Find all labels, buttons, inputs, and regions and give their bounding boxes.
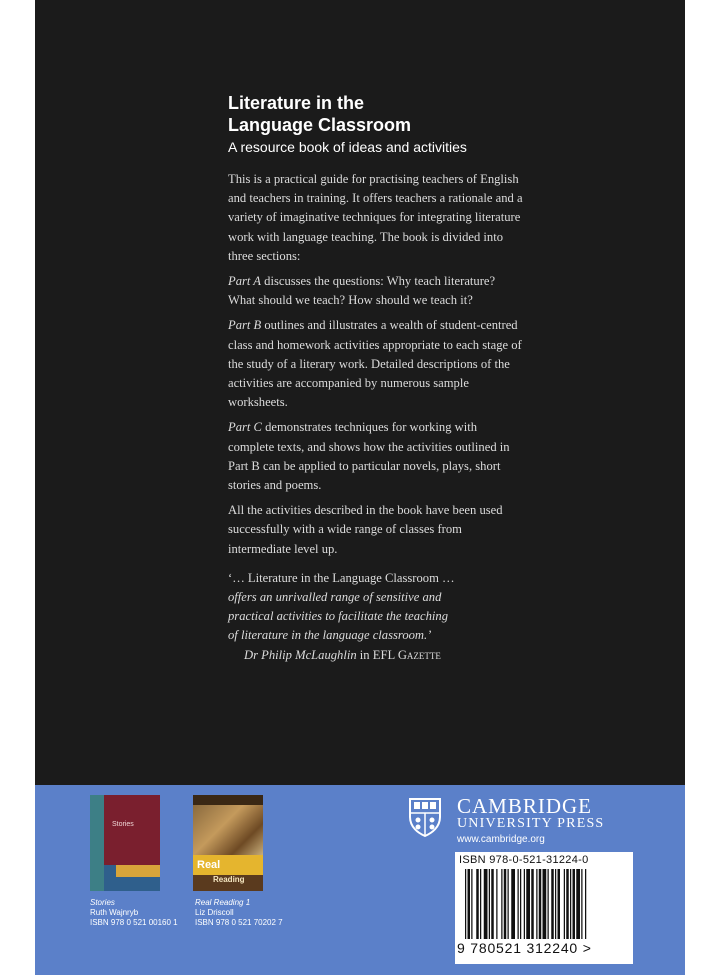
barcode-bar (496, 869, 497, 939)
related-title: Real Reading 1 (195, 898, 251, 907)
related-author: Ruth Wajnryb (90, 908, 139, 917)
part-a-paragraph (228, 272, 523, 310)
closing-paragraph: All the activities described in the book have been used successfully with a wide range of classes from intermediate level up. (228, 503, 503, 556)
barcode-bar (511, 869, 515, 939)
barcode-bar (480, 869, 481, 939)
barcode-bar (576, 869, 580, 939)
part-c-paragraph (228, 418, 523, 495)
related-book-cover-stories (90, 795, 160, 891)
related-cover-title: Stories (112, 821, 134, 828)
quote-author: Dr Philip McLaughlin (244, 647, 357, 662)
barcode-bar (468, 869, 471, 939)
related-isbn: ISBN 978 0 521 00160 1 (90, 918, 178, 927)
barcode-bar (508, 869, 509, 939)
quote-line-3: practical activities to facilitate the teaching (228, 609, 448, 624)
quote-line-2: offers an unrivalled range of sensitive and (228, 590, 442, 605)
barcode-bar (476, 869, 479, 939)
related-book-caption-2 (195, 898, 283, 928)
barcode-bar (531, 869, 534, 939)
barcode-digits: 9 780521 312240 > (457, 940, 592, 956)
publisher-press: UNIVERSITY PRESS (457, 816, 605, 831)
barcode-bar (526, 869, 530, 939)
related-title: Stories (90, 898, 115, 907)
cover-photo (193, 805, 263, 861)
title-line-2: Language Classroom (228, 115, 412, 135)
real-logo: Real (193, 855, 263, 875)
barcode-bar (548, 869, 549, 939)
publisher-website: www.cambridge.org (457, 834, 545, 845)
publisher-name: CAMBRIDGE (457, 794, 593, 818)
barcode-bar (551, 869, 554, 939)
book-back-cover (35, 0, 685, 975)
barcode-bar (558, 869, 561, 939)
publisher-band (35, 785, 685, 975)
part-c-text: demonstrates techniques for working with complete texts, and shows how the activities outlined in Part B can be applied to particular novels, plays, short stories and poems. (228, 420, 510, 493)
related-isbn: ISBN 978 0 521 70202 7 (195, 918, 283, 927)
barcode-bar (491, 869, 494, 939)
quote-line-4: of literature in the language classroom.’ (228, 628, 432, 643)
barcode-bar (471, 869, 472, 939)
barcode-bars (465, 869, 627, 939)
barcode-bar (581, 869, 582, 939)
barcode-bar (501, 869, 502, 939)
barcode-bar (539, 869, 542, 939)
part-b-paragraph (228, 316, 523, 412)
cambridge-shield-icon (408, 797, 442, 837)
barcode-bar (524, 869, 525, 939)
blurb-body (228, 170, 523, 559)
part-b-text: outlines and illustrates a wealth of student-centred class and homework activities appropriate to each stage of the study of a literary work. Detailed descriptions of the activities are accompanied by numerous sample worksheets. (228, 318, 522, 410)
related-author: Liz Driscoll (195, 908, 234, 917)
barcode-bar (489, 869, 490, 939)
barcode-bar (564, 869, 565, 939)
related-book-caption-1 (90, 898, 178, 928)
barcode-bar (573, 869, 576, 939)
quote-in: in EFL (356, 647, 398, 662)
quote-source: Gazette (397, 647, 441, 662)
part-a-text: discusses the questions: Why teach literature? What should we teach? How should we teach it? (228, 274, 496, 308)
barcode-bar (570, 869, 571, 939)
barcode-bar (566, 869, 569, 939)
quote-attribution (228, 646, 523, 665)
reading-logo: Reading (213, 875, 245, 884)
barcode-bar (518, 869, 519, 939)
part-b-label: Part B (228, 318, 262, 333)
barcode-bar (543, 869, 547, 939)
review-quote (228, 569, 523, 665)
title-line-1: Literature in the (228, 93, 365, 113)
barcode-bar (484, 869, 488, 939)
barcode-bar (504, 869, 507, 939)
isbn-label: ISBN 978-0-521-31224-0 (459, 854, 589, 866)
isbn-barcode (455, 852, 633, 964)
barcode-bar (520, 869, 521, 939)
barcode-bar (585, 869, 586, 939)
barcode-bar (465, 869, 466, 939)
book-subtitle: A resource book of ideas and activities (228, 139, 467, 155)
barcode-bar (536, 869, 537, 939)
blurb-column (228, 92, 523, 665)
barcode-bar (555, 869, 556, 939)
intro-paragraph: This is a practical guide for practising teachers of English and teachers in training. It offers teachers a rationale and a variety of imaginative techniques for integrating literature work with language teaching. The book is divided into three sections: (228, 172, 523, 263)
related-book-cover-real-reading (193, 795, 263, 891)
book-title (228, 92, 523, 136)
quote-line-1: ‘… Literature in the Language Classroom … (228, 570, 455, 585)
part-a-label: Part A (228, 274, 262, 289)
part-c-label: Part C (228, 420, 262, 435)
